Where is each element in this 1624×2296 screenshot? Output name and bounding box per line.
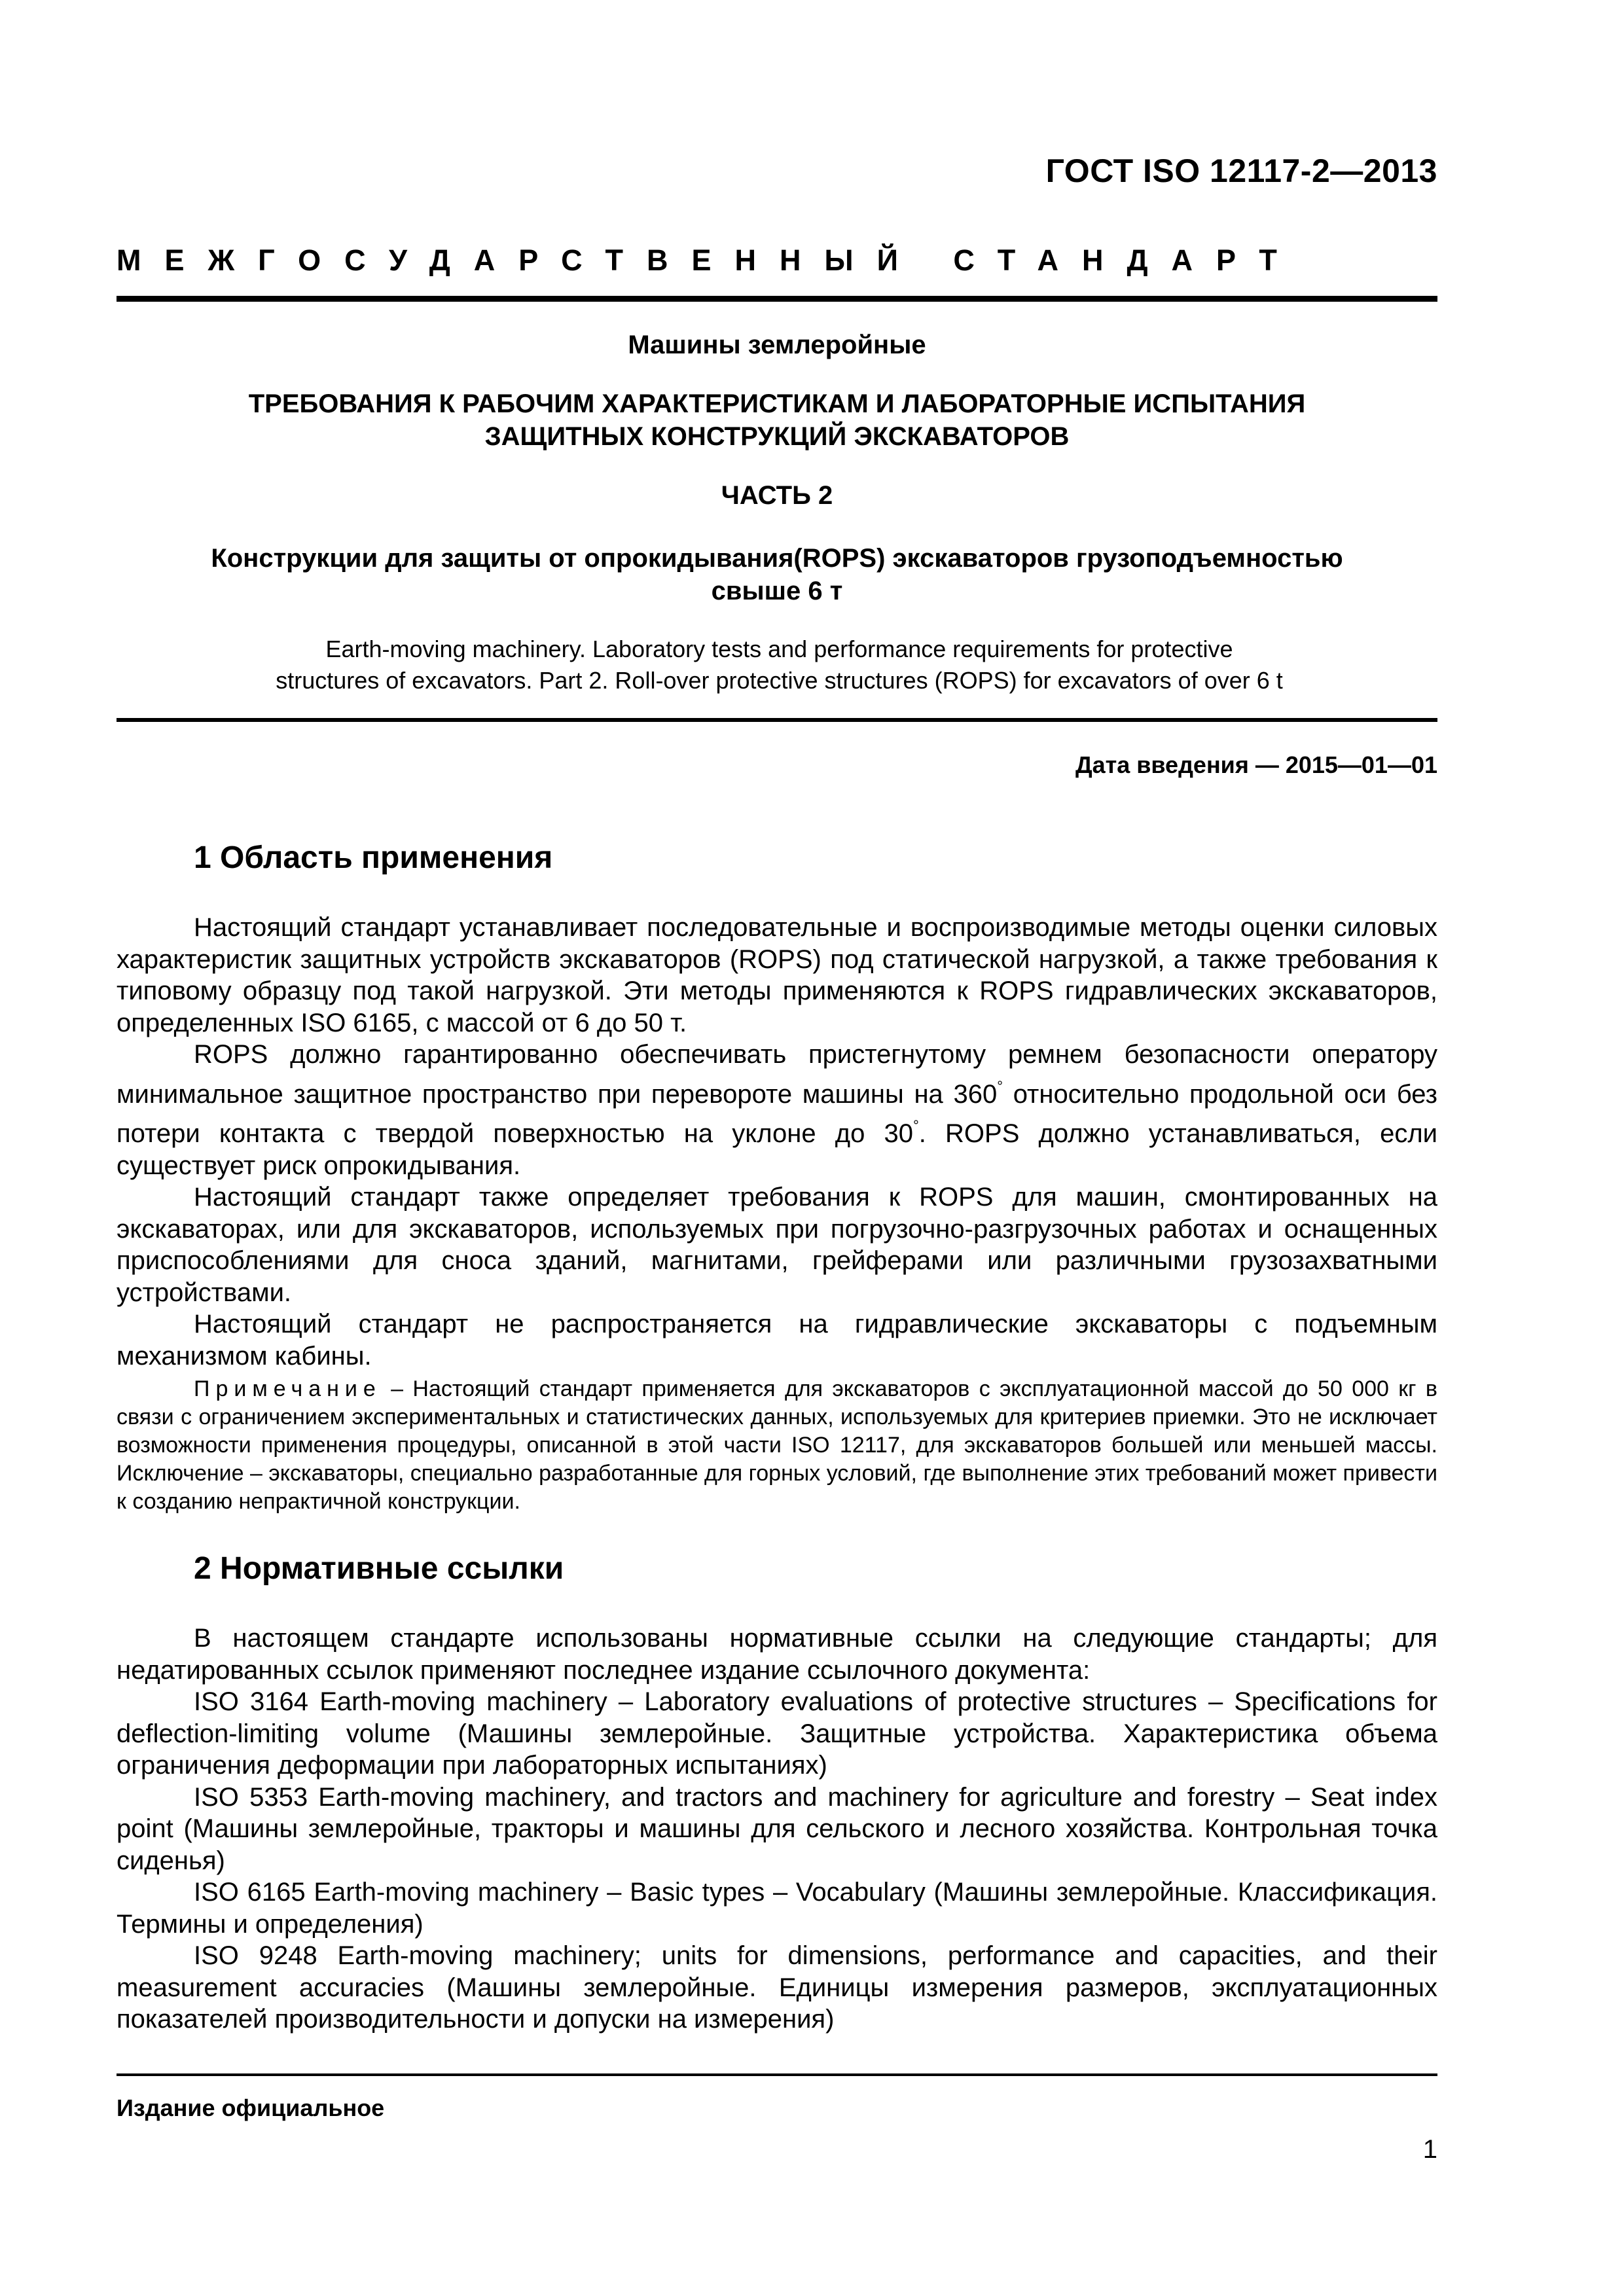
- section-2-paragraph-1: В настоящем стандарте использованы нормативные ссылки на следующие стандарты; для недатированных ссылок применяют последнее издание ссылочного документа:: [117, 1624, 1437, 1685]
- section-1-paragraph-1: Настоящий стандарт устанавливает последовательные и воспроизводимые методы оценки силовых характеристик защитных устройств экскаваторов (ROPS) под статической нагрузкой, а также требования к типовому образцу под такой нагрузкой. Эти методы применяются к ROPS гидравлических экскаваторов, определенных ISO 6165, с массой от 6 до 50 т.: [117, 913, 1437, 1037]
- main-title-line2: ЗАЩИТНЫХ КОНСТРУКЦИЙ ЭКСКАВАТОРОВ: [484, 422, 1070, 451]
- main-title: [117, 387, 1437, 453]
- section-1-paragraph-3: Настоящий стандарт также определяет требования к ROPS для машин, смонтированных на экскаваторах, или для экскаваторов, используемых при погрузочно-разгрузочных работах и оснащенных приспособлениями для сноса зданий, магнитами, грейферами или различными грузозахватными устройствами.: [117, 1183, 1437, 1307]
- degree-mark: °: [997, 1077, 1003, 1094]
- section-1-paragraph-2: ROPS должно гарантированно обеспечивать пристегнутому ремнем безопасности оператору минимальное защитное пространство при перевороте машины на 360° относительно продольной оси без потери контакта с твердой поверхностью на уклоне до 30°. ROPS должно устанавливаться, если существует риск опрокидывания.: [117, 1040, 1437, 1180]
- footer-rule: [117, 2073, 1437, 2076]
- part-title: ЧАСТЬ 2: [721, 481, 833, 510]
- reference-item: ISO 9248 Earth-moving machinery; units for dimensions, performance and capacities, and their measurement accuracies (Машины землеройные. Единицы измерения размеров, эксплуатационных показателей производительности и допуски на измерения): [117, 1941, 1437, 2034]
- note-label: Примечание: [194, 1376, 382, 1401]
- reference-item: ISO 3164 Earth-moving machinery – Laboratory evaluations of protective structures – Specifications for deflection-limiting volume (Машины землеройные. Защитные устройства. Характеристика объема ограничения деформации при лабораторных испытаниях): [117, 1687, 1437, 1780]
- section-1-title: 1 Область применения: [194, 840, 553, 875]
- reference-item: ISO 6165 Earth-moving machinery – Basic types – Vocabulary (Машины землеройные. Классификация. Термины и определения): [117, 1878, 1437, 1939]
- page-number: 1: [1422, 2135, 1437, 2164]
- section-1-paragraph-4: Настоящий стандарт не распространяется на гидравлические экскаваторы с подъемным механизмом кабины.: [117, 1310, 1437, 1371]
- section-1-note: [117, 1375, 1437, 1516]
- note-text: – Настоящий стандарт применяется для экскаваторов с эксплуатационной массой до 50 000 кг в связи с ограничением экспериментальных и статистических данных, используемых для критериев приемки. Это не исключает возможности применения процедуры, описанной в этой части ISO 12117, для экскаваторов большей или меньшей массы. Исключение – экскаваторы, специально разработанные для горных условий, где выполнение этих требований может привести к созданию непрактичной конструкции.: [117, 1376, 1437, 1514]
- english-title-line1: Earth-moving machinery. Laboratory tests and performance requirements for protective: [325, 636, 1233, 662]
- english-title: [216, 634, 1343, 696]
- section-2-title: 2 Нормативные ссылки: [194, 1551, 564, 1586]
- subtitle-line1: Конструкции для защиты от опрокидывания(ROPS) экскаваторов грузоподъемностью: [211, 544, 1343, 573]
- header-rule: [117, 296, 1437, 302]
- interstate-standard-label: МЕЖГОСУДАРСТВЕННЫЙ СТАНДАРТ: [117, 243, 1301, 277]
- document-code: ГОСТ ISO 12117-2—2013: [1045, 152, 1437, 189]
- subtitle-line2: свыше 6 т: [711, 577, 843, 605]
- main-title-line1: ТРЕБОВАНИЯ К РАБОЧИМ ХАРАКТЕРИСТИКАМ И ЛАБОРАТОРНЫЕ ИСПЫТАНИЯ: [248, 389, 1306, 418]
- title-rule: [117, 718, 1437, 722]
- subtitle: [117, 542, 1437, 607]
- introduction-date: Дата введения — 2015—01—01: [1075, 751, 1437, 778]
- english-title-line2: structures of excavators. Part 2. Roll-over protective structures (ROPS) for excavators of over 6 t: [276, 667, 1283, 694]
- reference-item: ISO 5353 Earth-moving machinery, and tractors and machinery for agriculture and forestry – Seat index point (Машины землеройные, тракторы и машины для сельского и лесного хозяйства. Контрольная точка сиденья): [117, 1782, 1437, 1875]
- section-2-body: [117, 1623, 1437, 2036]
- degree-mark: °: [912, 1117, 919, 1134]
- section-1-body: [117, 912, 1437, 1372]
- machine-type-title: Машины землеройные: [628, 331, 926, 359]
- official-edition-label: Издание официальное: [117, 2094, 385, 2121]
